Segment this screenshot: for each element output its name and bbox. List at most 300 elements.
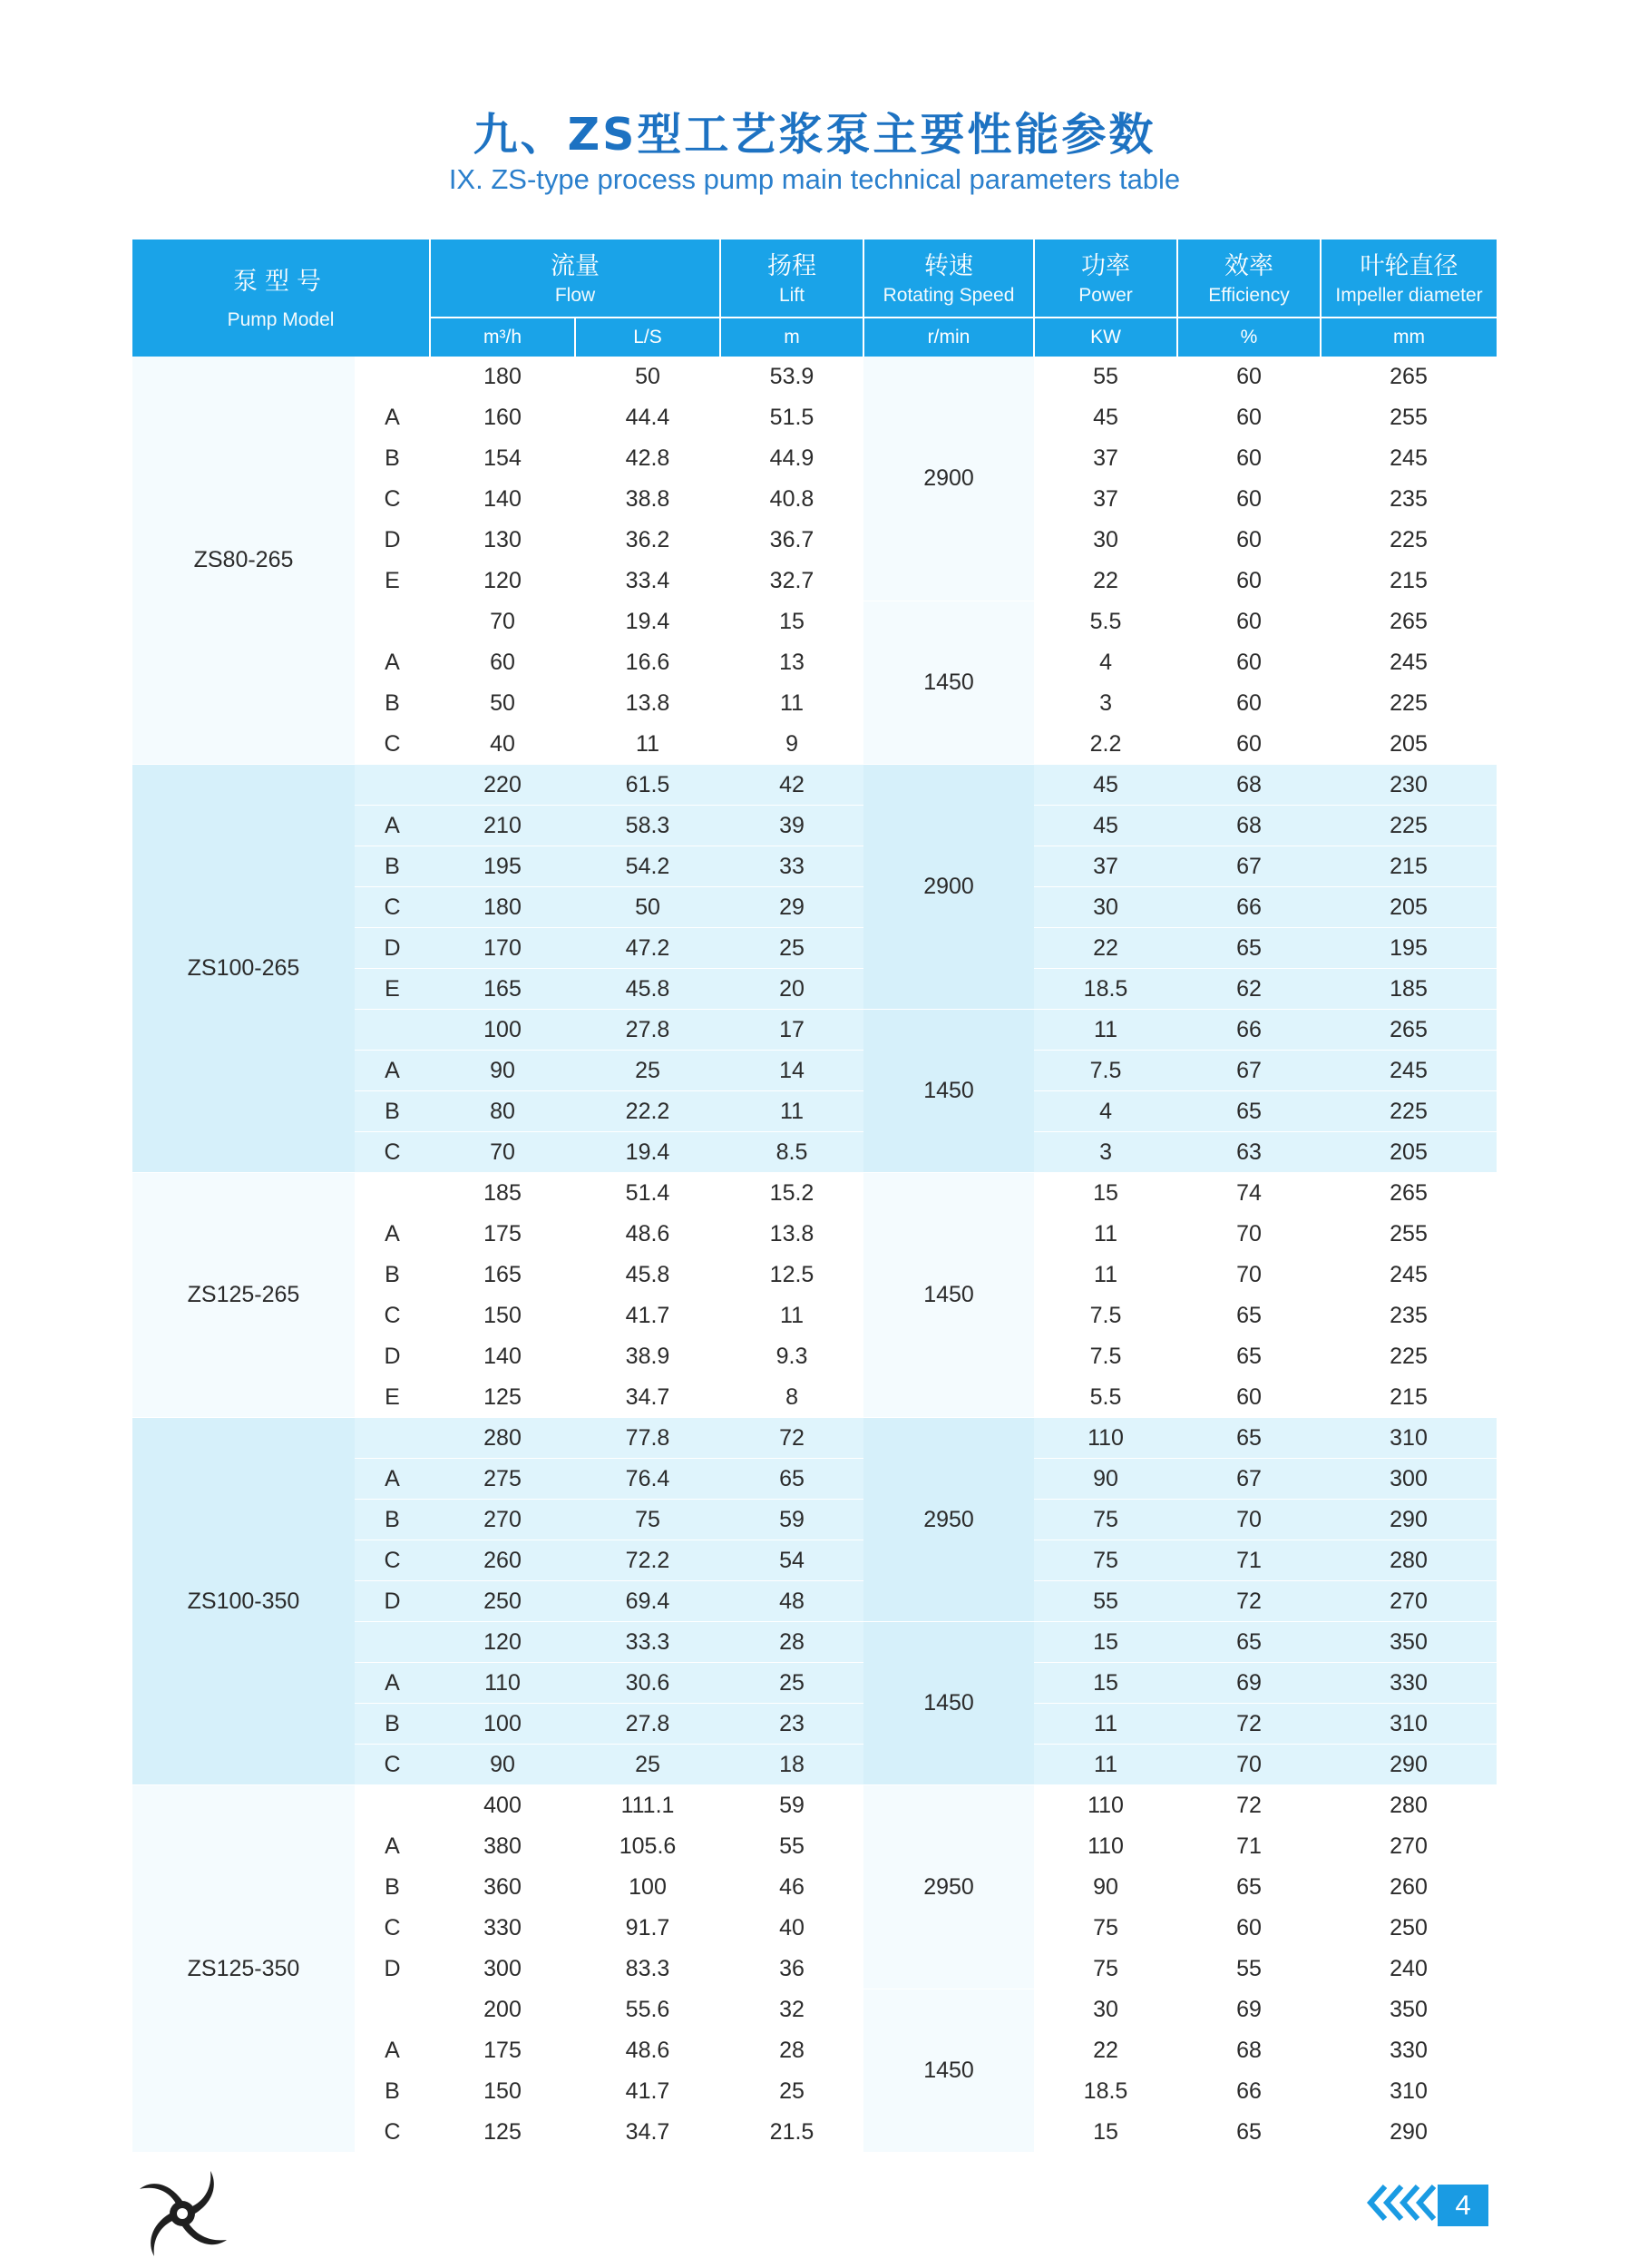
power-cell: 37 [1034,479,1177,520]
variant-cell: C [355,479,430,520]
flow-m3h-cell: 150 [430,2071,575,2112]
flow-m3h-cell: 195 [430,846,575,887]
efficiency-cell: 71 [1177,1826,1321,1867]
power-cell: 7.5 [1034,1051,1177,1091]
power-cell: 7.5 [1034,1336,1177,1377]
flow-m3h-cell: 180 [430,887,575,928]
impeller-cell: 290 [1321,2112,1497,2153]
efficiency-cell: 60 [1177,397,1321,438]
lift-cell: 28 [720,2030,863,2071]
lift-cell: 51.5 [720,397,863,438]
lift-cell: 11 [720,1295,863,1336]
pump-model-cell: ZS100-350 [132,1418,355,1785]
flow-m3h-cell: 275 [430,1459,575,1500]
efficiency-cell: 55 [1177,1949,1321,1989]
variant-cell: D [355,1581,430,1622]
variant-cell [355,1785,430,1826]
lift-cell: 21.5 [720,2112,863,2153]
lift-cell: 13.8 [720,1214,863,1255]
flow-ls-cell: 76.4 [575,1459,720,1500]
flow-ls-cell: 50 [575,887,720,928]
flow-m3h-cell: 260 [430,1540,575,1581]
lift-cell: 40 [720,1908,863,1949]
lift-cell: 25 [720,928,863,969]
lift-cell: 15.2 [720,1173,863,1214]
power-cell: 110 [1034,1785,1177,1826]
impeller-cell: 265 [1321,1010,1497,1051]
power-cell: 15 [1034,2112,1177,2153]
impeller-cell: 290 [1321,1500,1497,1540]
flow-ls-cell: 72.2 [575,1540,720,1581]
power-cell: 11 [1034,1010,1177,1051]
speed-cell: 2950 [863,1418,1034,1622]
flow-m3h-cell: 60 [430,642,575,683]
impeller-cell: 310 [1321,1418,1497,1459]
lift-cell: 33 [720,846,863,887]
table-body [132,357,1497,2153]
efficiency-cell: 69 [1177,1663,1321,1704]
impeller-cell: 215 [1321,846,1497,887]
efficiency-cell: 62 [1177,969,1321,1010]
page-title-cn: 九、ZS型工艺浆泵主要性能参数 [473,109,1156,161]
header-lift-cn: 扬程 [767,251,817,280]
power-cell: 4 [1034,642,1177,683]
power-cell: 2.2 [1034,724,1177,765]
flow-m3h-cell: 80 [430,1091,575,1132]
header-lift [720,240,863,318]
efficiency-cell: 72 [1177,1704,1321,1745]
variant-cell: B [355,438,430,479]
lift-cell: 18 [720,1745,863,1785]
lift-cell: 44.9 [720,438,863,479]
variant-cell: C [355,724,430,765]
header-eff-en: Efficiency [1208,284,1290,306]
lift-cell: 65 [720,1459,863,1500]
flow-m3h-cell: 100 [430,1010,575,1051]
efficiency-cell: 60 [1177,438,1321,479]
variant-cell: E [355,1377,430,1418]
header-flow-cn: 流量 [551,251,600,280]
flow-ls-cell: 61.5 [575,765,720,806]
impeller-cell: 185 [1321,969,1497,1010]
lift-cell: 53.9 [720,357,863,397]
impeller-cell: 330 [1321,1663,1497,1704]
lift-cell: 72 [720,1418,863,1459]
flow-ls-cell: 58.3 [575,806,720,846]
header-power-cn: 功率 [1081,251,1131,280]
flow-m3h-cell: 40 [430,724,575,765]
speed-cell: 1450 [863,1010,1034,1173]
efficiency-cell: 72 [1177,1581,1321,1622]
variant-cell: A [355,1051,430,1091]
impeller-cell: 205 [1321,724,1497,765]
lift-cell: 11 [720,1091,863,1132]
efficiency-cell: 65 [1177,1295,1321,1336]
table-row [132,1418,1497,1459]
flow-m3h-cell: 280 [430,1418,575,1459]
flow-ls-cell: 38.8 [575,479,720,520]
lift-cell: 15 [720,601,863,642]
efficiency-cell: 65 [1177,1418,1321,1459]
unit-flow-ls: L/S [575,318,720,357]
flow-ls-cell: 55.6 [575,1989,720,2030]
variant-cell: A [355,397,430,438]
speed-cell: 1450 [863,1989,1034,2153]
power-cell: 55 [1034,357,1177,397]
efficiency-cell: 65 [1177,1091,1321,1132]
flow-ls-cell: 83.3 [575,1949,720,1989]
efficiency-cell: 67 [1177,846,1321,887]
efficiency-cell: 66 [1177,887,1321,928]
flow-ls-cell: 42.8 [575,438,720,479]
impeller-cell: 235 [1321,479,1497,520]
power-cell: 75 [1034,1500,1177,1540]
lift-cell: 8.5 [720,1132,863,1173]
power-cell: 22 [1034,928,1177,969]
variant-cell: B [355,1704,430,1745]
header-model-cn: 泵型号 [233,267,328,296]
efficiency-cell: 74 [1177,1173,1321,1214]
lift-cell: 42 [720,765,863,806]
efficiency-cell: 60 [1177,520,1321,561]
header-power [1034,240,1177,318]
speed-cell: 1450 [863,1173,1034,1418]
efficiency-cell: 71 [1177,1540,1321,1581]
lift-cell: 36.7 [720,520,863,561]
impeller-cell: 215 [1321,561,1497,601]
lift-cell: 25 [720,2071,863,2112]
power-cell: 55 [1034,1581,1177,1622]
variant-cell: E [355,561,430,601]
power-cell: 75 [1034,1540,1177,1581]
flow-ls-cell: 45.8 [575,969,720,1010]
variant-cell: B [355,1091,430,1132]
impeller-cell: 260 [1321,1867,1497,1908]
flow-m3h-cell: 360 [430,1867,575,1908]
lift-cell: 36 [720,1949,863,1989]
header-flow-en: Flow [554,284,596,306]
header-speed [863,240,1034,318]
impeller-cell: 300 [1321,1459,1497,1500]
impeller-cell: 240 [1321,1949,1497,1989]
variant-cell: D [355,928,430,969]
impeller-cell: 205 [1321,1132,1497,1173]
power-cell: 30 [1034,520,1177,561]
variant-cell: D [355,1949,430,1989]
efficiency-cell: 60 [1177,642,1321,683]
impeller-cell: 290 [1321,1745,1497,1785]
table-row [132,357,1497,397]
impeller-cell: 225 [1321,1091,1497,1132]
efficiency-cell: 63 [1177,1132,1321,1173]
variant-cell: B [355,683,430,724]
flow-ls-cell: 50 [575,357,720,397]
flow-ls-cell: 27.8 [575,1010,720,1051]
flow-ls-cell: 48.6 [575,2030,720,2071]
flow-ls-cell: 11 [575,724,720,765]
variant-cell: C [355,2112,430,2153]
speed-cell: 1450 [863,1622,1034,1785]
efficiency-cell: 65 [1177,928,1321,969]
lift-cell: 55 [720,1826,863,1867]
power-cell: 18.5 [1034,969,1177,1010]
efficiency-cell: 60 [1177,357,1321,397]
efficiency-cell: 60 [1177,683,1321,724]
header-imp-en: Impeller diameter [1335,284,1483,306]
flow-m3h-cell: 175 [430,2030,575,2071]
efficiency-cell: 68 [1177,806,1321,846]
speed-cell: 2900 [863,765,1034,1010]
impeller-cell: 205 [1321,887,1497,928]
impeller-cell: 225 [1321,683,1497,724]
lift-cell: 12.5 [720,1255,863,1295]
impeller-cell: 265 [1321,357,1497,397]
efficiency-cell: 60 [1177,724,1321,765]
flow-ls-cell: 19.4 [575,601,720,642]
header-flow [430,240,720,318]
flow-m3h-cell: 400 [430,1785,575,1826]
variant-cell [355,1989,430,2030]
flow-ls-cell: 47.2 [575,928,720,969]
variant-cell [355,765,430,806]
efficiency-cell: 66 [1177,2071,1321,2112]
power-cell: 75 [1034,1908,1177,1949]
speed-cell: 2900 [863,357,1034,601]
flow-m3h-cell: 154 [430,438,575,479]
efficiency-cell: 70 [1177,1214,1321,1255]
variant-cell: D [355,520,430,561]
impeller-cell: 350 [1321,1989,1497,2030]
impeller-cell: 265 [1321,1173,1497,1214]
impeller-cell: 245 [1321,1051,1497,1091]
efficiency-cell: 66 [1177,1010,1321,1051]
power-cell: 4 [1034,1091,1177,1132]
unit-flow-m3h: m³/h [430,318,575,357]
flow-ls-cell: 54.2 [575,846,720,887]
power-cell: 11 [1034,1745,1177,1785]
power-cell: 45 [1034,806,1177,846]
lift-cell: 29 [720,887,863,928]
flow-m3h-cell: 200 [430,1989,575,2030]
variant-cell [355,1418,430,1459]
variant-cell: D [355,1336,430,1377]
power-cell: 37 [1034,438,1177,479]
lift-cell: 32.7 [720,561,863,601]
flow-m3h-cell: 170 [430,928,575,969]
impeller-cell: 310 [1321,1704,1497,1745]
table-row [132,1173,1497,1214]
variant-cell: C [355,1132,430,1173]
flow-ls-cell: 13.8 [575,683,720,724]
flow-ls-cell: 48.6 [575,1214,720,1255]
flow-ls-cell: 38.9 [575,1336,720,1377]
lift-cell: 59 [720,1500,863,1540]
flow-ls-cell: 36.2 [575,520,720,561]
impeller-cell: 350 [1321,1622,1497,1663]
variant-cell: A [355,1663,430,1704]
unit-speed: r/min [863,318,1034,357]
header-impeller [1321,240,1497,318]
flow-m3h-cell: 250 [430,1581,575,1622]
impeller-cell: 280 [1321,1540,1497,1581]
impeller-cell: 270 [1321,1826,1497,1867]
power-cell: 22 [1034,561,1177,601]
flow-m3h-cell: 185 [430,1173,575,1214]
lift-cell: 59 [720,1785,863,1826]
pump-model-cell: ZS100-265 [132,765,355,1173]
pump-model-cell: ZS125-350 [132,1785,355,2153]
variant-cell: B [355,1500,430,1540]
impeller-cell: 270 [1321,1581,1497,1622]
flow-ls-cell: 100 [575,1867,720,1908]
header-efficiency [1177,240,1321,318]
flow-m3h-cell: 90 [430,1051,575,1091]
variant-cell [355,601,430,642]
lift-cell: 20 [720,969,863,1010]
lift-cell: 14 [720,1051,863,1091]
unit-efficiency: % [1177,318,1321,357]
flow-m3h-cell: 160 [430,397,575,438]
variant-cell: C [355,1908,430,1949]
impeller-cell: 265 [1321,601,1497,642]
flow-ls-cell: 30.6 [575,1663,720,1704]
power-cell: 110 [1034,1418,1177,1459]
impeller-cell: 245 [1321,438,1497,479]
power-cell: 3 [1034,683,1177,724]
power-cell: 11 [1034,1255,1177,1295]
flow-ls-cell: 75 [575,1500,720,1540]
lift-cell: 46 [720,1867,863,1908]
power-cell: 37 [1034,846,1177,887]
header-speed-cn: 转速 [924,251,974,280]
chevrons-left-icon [1365,2183,1436,2223]
header-speed-en: Rotating Speed [883,284,1015,306]
flow-ls-cell: 51.4 [575,1173,720,1214]
flow-ls-cell: 111.1 [575,1785,720,1826]
lift-cell: 39 [720,806,863,846]
power-cell: 30 [1034,1989,1177,2030]
header-model-en: Pump Model [227,308,335,330]
flow-m3h-cell: 110 [430,1663,575,1704]
variant-cell: B [355,1255,430,1295]
flow-ls-cell: 34.7 [575,1377,720,1418]
flow-ls-cell: 77.8 [575,1418,720,1459]
flow-m3h-cell: 210 [430,806,575,846]
power-cell: 30 [1034,887,1177,928]
page-title-en: IX. ZS-type process pump main technical parameters table [448,163,1181,195]
power-cell: 11 [1034,1704,1177,1745]
flow-m3h-cell: 165 [430,1255,575,1295]
power-cell: 18.5 [1034,2071,1177,2112]
flow-m3h-cell: 140 [430,1336,575,1377]
power-cell: 90 [1034,1459,1177,1500]
variant-cell: C [355,1540,430,1581]
variant-cell: A [355,806,430,846]
variant-cell: A [355,1826,430,1867]
efficiency-cell: 65 [1177,1336,1321,1377]
variant-cell [355,1622,430,1663]
variant-cell [355,1010,430,1051]
table-header [132,240,1497,357]
flow-ls-cell: 91.7 [575,1908,720,1949]
lift-cell: 25 [720,1663,863,1704]
impeller-cell: 280 [1321,1785,1497,1826]
impeller-cell: 255 [1321,1214,1497,1255]
variant-cell: C [355,887,430,928]
header-eff-cn: 效率 [1224,251,1274,280]
impeller-cell: 235 [1321,1295,1497,1336]
efficiency-cell: 60 [1177,1908,1321,1949]
efficiency-cell: 68 [1177,2030,1321,2071]
variant-cell: B [355,2071,430,2112]
speed-cell: 2950 [863,1785,1034,1989]
variant-cell: A [355,1459,430,1500]
page-number: 4 [1438,2185,1488,2226]
unit-power: KW [1034,318,1177,357]
power-cell: 7.5 [1034,1295,1177,1336]
lift-cell: 17 [720,1010,863,1051]
flow-m3h-cell: 125 [430,2112,575,2153]
pump-model-cell: ZS125-265 [132,1173,355,1418]
flow-ls-cell: 69.4 [575,1581,720,1622]
header-power-en: Power [1078,284,1133,306]
flow-m3h-cell: 300 [430,1949,575,1989]
table-row [132,1785,1497,1826]
flow-m3h-cell: 130 [430,520,575,561]
flow-m3h-cell: 120 [430,1622,575,1663]
flow-ls-cell: 33.4 [575,561,720,601]
header-lift-en: Lift [779,284,805,306]
flow-m3h-cell: 125 [430,1377,575,1418]
flow-ls-cell: 25 [575,1745,720,1785]
efficiency-cell: 70 [1177,1500,1321,1540]
impeller-cell: 310 [1321,2071,1497,2112]
flow-ls-cell: 19.4 [575,1132,720,1173]
variant-cell: E [355,969,430,1010]
flow-m3h-cell: 380 [430,1826,575,1867]
flow-ls-cell: 33.3 [575,1622,720,1663]
flow-m3h-cell: 150 [430,1295,575,1336]
impeller-cell: 250 [1321,1908,1497,1949]
flow-m3h-cell: 330 [430,1908,575,1949]
efficiency-cell: 65 [1177,1867,1321,1908]
efficiency-cell: 67 [1177,1051,1321,1091]
lift-cell: 54 [720,1540,863,1581]
power-cell: 75 [1034,1949,1177,1989]
power-cell: 5.5 [1034,601,1177,642]
efficiency-cell: 70 [1177,1255,1321,1295]
power-cell: 45 [1034,765,1177,806]
impeller-cell: 245 [1321,1255,1497,1295]
power-cell: 45 [1034,397,1177,438]
efficiency-cell: 70 [1177,1745,1321,1785]
lift-cell: 40.8 [720,479,863,520]
impeller-cell: 215 [1321,1377,1497,1418]
flow-m3h-cell: 70 [430,1132,575,1173]
parameters-table [132,240,1497,2153]
efficiency-cell: 60 [1177,601,1321,642]
variant-cell: A [355,1214,430,1255]
speed-cell: 1450 [863,601,1034,765]
efficiency-cell: 60 [1177,1377,1321,1418]
lift-cell: 13 [720,642,863,683]
impeller-cell: 225 [1321,520,1497,561]
flow-m3h-cell: 220 [430,765,575,806]
flow-ls-cell: 45.8 [575,1255,720,1295]
impeller-cell: 330 [1321,2030,1497,2071]
variant-cell: B [355,846,430,887]
variant-cell: A [355,642,430,683]
